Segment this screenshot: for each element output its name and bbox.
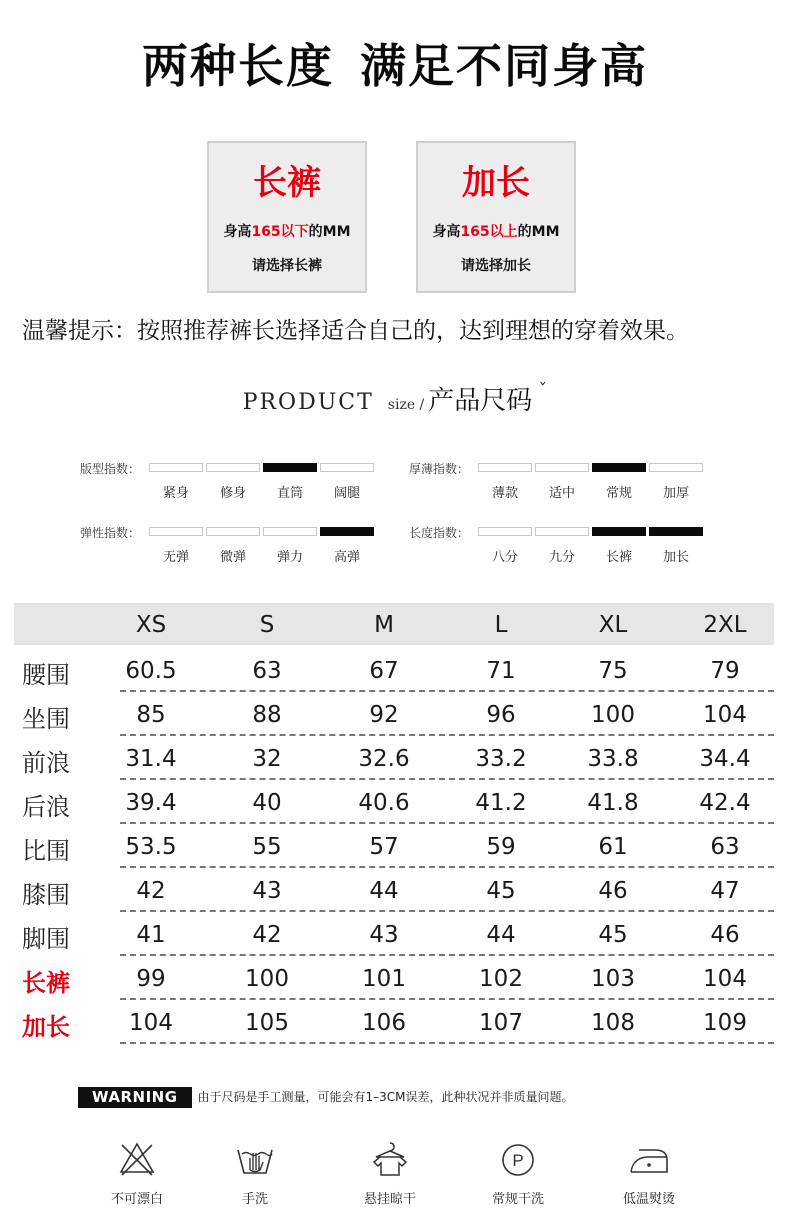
table-cell: 109: [703, 1010, 747, 1036]
index-option: 长裤: [605, 550, 632, 565]
row-label: 后浪: [22, 793, 70, 821]
row-divider: [120, 822, 774, 824]
table-cell: 44: [369, 878, 399, 904]
row-label: 坐围: [22, 705, 70, 733]
care-label: 常规干洗: [491, 1192, 544, 1207]
index-bar: [149, 527, 203, 536]
table-cell: 100: [245, 966, 289, 992]
table-cell: 32: [252, 746, 282, 772]
row-label: 前浪: [22, 749, 70, 777]
table-cell: 41: [136, 922, 166, 948]
product-size-title: [0, 380, 790, 417]
index-thickness: [409, 460, 709, 500]
table-cell: 33.2: [475, 746, 527, 772]
table-cell: 33.8: [587, 746, 639, 772]
index-bar: [263, 527, 317, 536]
table-cell: 45: [486, 878, 516, 904]
table-cell: 105: [245, 1010, 289, 1036]
table-cell: 61: [598, 834, 628, 860]
index-option: 阔腿: [333, 486, 360, 501]
index-label: 厚薄指数：: [409, 462, 470, 476]
table-cell: 99: [136, 966, 166, 992]
index-option: 紧身: [162, 486, 189, 501]
row-divider: [120, 910, 774, 912]
index-bar-selected: [263, 463, 317, 472]
index-label: 长度指数：: [409, 526, 470, 540]
table-cell: 60.5: [125, 658, 177, 684]
care-label: 手洗: [241, 1192, 268, 1207]
table-cell: 55: [252, 834, 282, 860]
headline-part2: 满足不同身高: [360, 39, 648, 93]
table-cell: 92: [369, 702, 399, 728]
row-label: 脚围: [22, 925, 70, 953]
svg-text:P: P: [512, 1151, 524, 1170]
table-cell: 88: [252, 702, 282, 728]
table-cell: 44: [486, 922, 516, 948]
care-item: [463, 1140, 573, 1207]
warning-note: [78, 1087, 574, 1108]
index-bar: [478, 527, 532, 536]
no-bleach-icon: [117, 1140, 157, 1178]
headline-part1: 两种长度: [142, 39, 334, 93]
tip-text: 温馨提示：按照推荐裤长选择适合自己的，达到理想的穿着效果。: [22, 318, 689, 344]
row-divider: [120, 778, 774, 780]
table-cell: 46: [710, 922, 740, 948]
table-cell: 71: [486, 658, 516, 684]
table-cell: 45: [598, 922, 628, 948]
size-header-m: M: [374, 612, 394, 638]
row-label: 加长: [22, 1013, 70, 1041]
table-cell: 85: [136, 702, 166, 728]
index-option: 无弹: [162, 550, 189, 565]
row-label: 膝围: [22, 881, 70, 909]
index-bar: [206, 527, 260, 536]
size-header-s: S: [259, 612, 275, 638]
table-cell: 43: [252, 878, 282, 904]
table-cell: 42: [136, 878, 166, 904]
index-option: 修身: [219, 486, 246, 501]
table-cell: 96: [486, 702, 516, 728]
table-cell: 42.4: [699, 790, 751, 816]
table-cell: 103: [591, 966, 635, 992]
index-bar: [206, 463, 260, 472]
index-option: 常规: [605, 486, 632, 501]
chevron-down-icon: ˇ: [538, 380, 548, 401]
hand-wash-icon: [235, 1140, 275, 1178]
index-bar: [535, 527, 589, 536]
row-divider: [120, 734, 774, 736]
index-bar: [649, 463, 703, 472]
product-title-size: size /: [387, 397, 425, 413]
length-card-regular: [207, 141, 367, 293]
index-option: 薄款: [491, 486, 518, 501]
table-cell: 104: [703, 966, 747, 992]
index-option: 加长: [662, 550, 689, 565]
index-option: 高弹: [333, 550, 360, 565]
care-item: [82, 1140, 192, 1207]
table-cell: 100: [591, 702, 635, 728]
index-elasticity: [80, 524, 380, 564]
index-fit: [80, 460, 380, 500]
row-divider: [120, 866, 774, 868]
table-cell: 63: [252, 658, 282, 684]
size-header-2xl: 2XL: [703, 612, 747, 638]
index-bar: [535, 463, 589, 472]
index-bar-selected: [320, 527, 374, 536]
product-title-cn: 产品尺码: [428, 386, 533, 416]
index-option: 九分: [548, 550, 575, 565]
dry-clean-p-icon: [498, 1140, 538, 1178]
index-option: 适中: [548, 486, 575, 501]
warning-badge: WARNING: [78, 1087, 192, 1108]
length-card-advice: 请选择长裤: [252, 258, 322, 274]
table-cell: 53.5: [125, 834, 177, 860]
index-bar: [320, 463, 374, 472]
table-cell: 40: [252, 790, 282, 816]
table-cell: 32.6: [358, 746, 410, 772]
row-divider: [120, 690, 774, 692]
table-cell: 67: [369, 658, 399, 684]
size-header-xs: XS: [135, 612, 167, 638]
care-label: 悬挂晾干: [363, 1192, 416, 1207]
index-option: 八分: [491, 550, 518, 565]
table-cell: 40.6: [358, 790, 410, 816]
length-card-title: 长裤: [253, 163, 321, 203]
page-headline: [0, 30, 790, 96]
care-item: [594, 1140, 704, 1207]
table-cell: 63: [710, 834, 740, 860]
row-divider: [120, 998, 774, 1000]
warning-text: 由于尺码是手工测量，可能会有1–3CM误差，此种状况并非质量问题。: [197, 1090, 574, 1104]
index-bar-selected: [592, 527, 646, 536]
table-cell: 107: [479, 1010, 523, 1036]
index-option: 弹力: [276, 550, 303, 565]
length-card-title: 加长: [462, 163, 530, 203]
table-cell: 108: [591, 1010, 635, 1036]
index-label: 版型指数：: [80, 462, 141, 476]
hang-dry-icon: [370, 1140, 410, 1178]
index-option: 加厚: [662, 486, 689, 501]
size-header-l: L: [494, 612, 508, 638]
table-cell: 43: [369, 922, 399, 948]
table-cell: 42: [252, 922, 282, 948]
table-cell: 104: [703, 702, 747, 728]
row-divider: [120, 954, 774, 956]
low-iron-icon: [627, 1140, 671, 1178]
row-divider: [120, 1042, 774, 1044]
size-header-xl: XL: [598, 612, 628, 638]
index-option: 微弹: [219, 550, 246, 565]
product-title-en: PRODUCT: [242, 390, 374, 415]
table-cell: 41.8: [587, 790, 639, 816]
length-card-height-note: 身高165以下的MM: [223, 224, 351, 240]
table-cell: 75: [598, 658, 628, 684]
length-card-extended: [416, 141, 576, 293]
index-label: 弹性指数：: [80, 526, 141, 540]
table-cell: 46: [598, 878, 628, 904]
index-option: 直筒: [276, 486, 303, 501]
table-cell: 47: [710, 878, 740, 904]
index-bar-selected: [592, 463, 646, 472]
table-cell: 31.4: [125, 746, 177, 772]
table-cell: 106: [362, 1010, 406, 1036]
row-label: 长裤: [22, 969, 70, 997]
table-cell: 104: [129, 1010, 173, 1036]
table-cell: 79: [710, 658, 740, 684]
length-card-height-note: 身高165以上的MM: [432, 224, 560, 240]
table-cell: 39.4: [125, 790, 177, 816]
index-bar: [478, 463, 532, 472]
table-cell: 41.2: [475, 790, 527, 816]
table-cell: 59: [486, 834, 516, 860]
index-bar: [149, 463, 203, 472]
care-item: [335, 1140, 445, 1207]
care-label: 低温熨烫: [622, 1192, 675, 1207]
table-cell: 34.4: [699, 746, 751, 772]
table-cell: 102: [479, 966, 523, 992]
index-bar-selected: [649, 527, 703, 536]
care-item: [200, 1140, 310, 1207]
length-card-advice: 请选择加长: [461, 258, 531, 274]
care-label: 不可漂白: [110, 1192, 163, 1207]
row-label: 比围: [22, 837, 70, 865]
table-cell: 57: [369, 834, 399, 860]
index-length: [409, 524, 709, 564]
table-cell: 101: [362, 966, 406, 992]
row-label: 腰围: [22, 661, 70, 689]
